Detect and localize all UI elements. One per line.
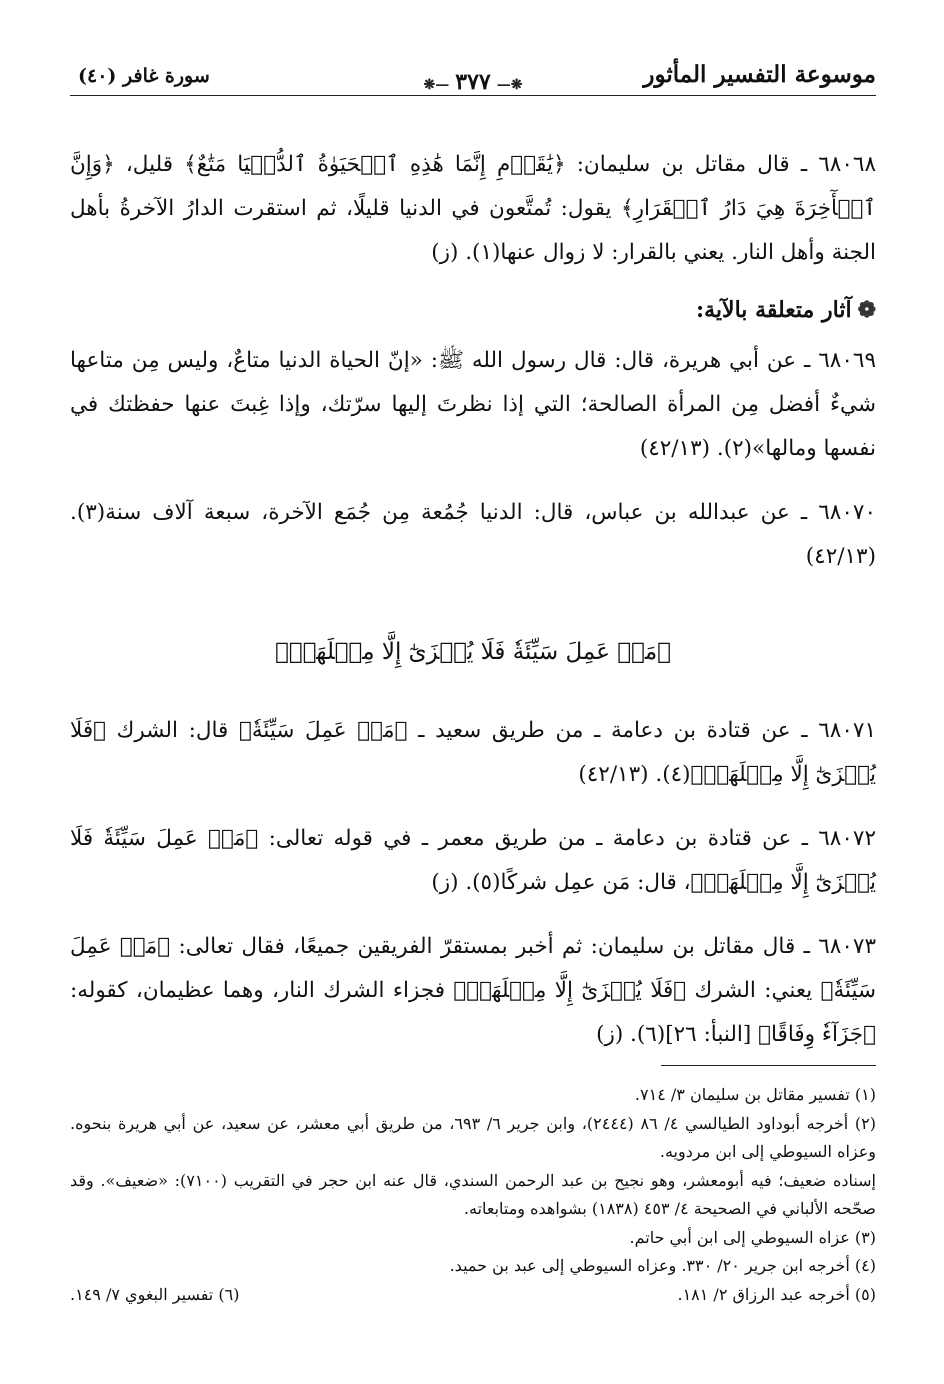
footnote-rule <box>661 1065 876 1066</box>
narration-68070: ٦٨٠٧٠ ـ عن عبدالله بن عباس، قال: الدنيا جُمُعة مِن جُمَع الآخرة، سبعة آلاف سنة(٣). (٤٢/١٣) <box>70 500 876 569</box>
section-heading <box>70 297 876 323</box>
page-body <box>70 143 876 1077</box>
footnote-6: (٦) تفسير البغوي ٧/ ١٤٩. <box>70 1284 240 1304</box>
narration-68071: ٦٨٠٧١ ـ عن قتادة بن دعامة ـ من طريق سعيد ـ ﴿مَنۡ عَمِلَ سَيِّئَةٗ﴾ قال: الشرك ﴿فَلَا يُجۡزَىٰٓ إِلَّا مِثۡلَهَاۖ﴾(٤). (٤٢/١٣) <box>70 718 876 787</box>
footnote-2: (٢) أخرجه أبوداود الطيالسي ٤/ ٨٦ (٢٤٤٤)، وابن جرير ٦/ ٦٩٣، من طريق أبي معشر، عن سعيد، عن أبي هريرة بنحوه. وعزاه السيوطي إلى ابن مردويه. <box>70 1113 877 1161</box>
verse-heading: ﴿مَنۡ عَمِلَ سَيِّئَةٗ فَلَا يُجۡزَىٰٓ إِلَّا مِثۡلَهَاۖ﴾ <box>275 639 671 665</box>
footnote-3: (٣) عزاه السيوطي إلى ابن أبي حاتم. <box>629 1227 876 1247</box>
surah-name: سورة غافر (٤٠) <box>78 65 210 87</box>
narration-68072: ٦٨٠٧٢ ـ عن قتادة بن دعامة ـ من طريق معمر ـ في قوله تعالى: ﴿مَنۡ عَمِلَ سَيِّئَةٗ فَلَا يُجۡزَىٰٓ إِلَّا مِثۡلَهَاۖ﴾، قال: مَن عمِل شركًا(٥). (ز) <box>70 826 876 895</box>
narration-68073: ٦٨٠٧٣ ـ قال مقاتل بن سليمان: ثم أخبر بمستقرّ الفريقين جميعًا، فقال تعالى: ﴿مَنۡ عَمِلَ سَيِّئَةٗ﴾ يعني: الشرك ﴿فَلَا يُجۡزَىٰٓ إِلَّا مِثۡلَهَاۖ﴾ فجزاء الشرك النار، وهما عظيمان، كقوله: ﴿جَزَآءٗ وِفَاقًا﴾ [النبأ: ٢٦](٦). (ز) <box>70 934 876 1047</box>
ornament-icon: —❋ <box>423 77 450 93</box>
book-title: موسوعة التفسير المأثور <box>643 61 876 88</box>
page-number: ٣٧٧ <box>455 69 491 95</box>
footnotes <box>70 1081 876 1309</box>
flower-ornament-icon: ❁ <box>857 297 876 323</box>
footnote-5: (٥) أخرجه عبد الرزاق ٢/ ١٨١. <box>677 1284 876 1304</box>
page <box>70 55 876 1355</box>
ornament-icon: ❋— <box>496 77 523 93</box>
section-heading-text: آثار متعلقة بالآية: <box>696 297 852 323</box>
footnote-4: (٤) أخرجه ابن جرير ٢٠/ ٣٣٠. وعزاه السيوطي إلى عبد بن حميد. <box>449 1256 876 1275</box>
running-header <box>70 55 876 99</box>
header-rule <box>70 95 876 96</box>
footnote-2-note: إسناده ضعيف؛ فيه أبومعشر، وهو نجيح بن عبد الرحمن السندي، قال عنه ابن حجر في التقريب (٧١٠٠): «ضعيف». وقد صحّحه الألباني في الصحيحة ٤/ ٤٥٣ (١٨٣٨) بشواهده ومتابعاته. <box>70 1170 877 1218</box>
narration-68068: ٦٨٠٦٨ ـ قال مقاتل بن سليمان: ﴿يَٰقَوۡمِ إِنَّمَا هَٰذِهِ ٱلۡحَيَوٰةُ ٱلدُّنۡيَا مَتَٰعٌ﴾ قليل، ﴿وَإِنَّ ٱلۡأٓخِرَةَ هِيَ دَارُ ٱلۡقَرَارِ﴾ يقول: تُمتَّعون في الدنيا قليلًا، ثم استقرت الدارُ الآخرةُ بأهل الجنة وأهل النار. يعني بالقرار: لا زوال عنها(١). (ز) <box>70 152 876 265</box>
footnote-1: (١) تفسير مقاتل بن سليمان ٣/ ٧١٤. <box>634 1085 876 1104</box>
footnote-row-5-6 <box>70 1281 876 1310</box>
narration-68069: ٦٨٠٦٩ ـ عن أبي هريرة، قال: قال رسول الله ﷺ: «إنّ الحياة الدنيا متاعٌ، وليس مِن متاعها شيءٌ أفضل مِن المرأة الصالحة؛ التي إذا نظرتَ إليها سرّتك، وإذا غِبتَ عنها حفظتك في نفسها ومالها»(٢). (٤٢/١٣) <box>70 348 876 461</box>
